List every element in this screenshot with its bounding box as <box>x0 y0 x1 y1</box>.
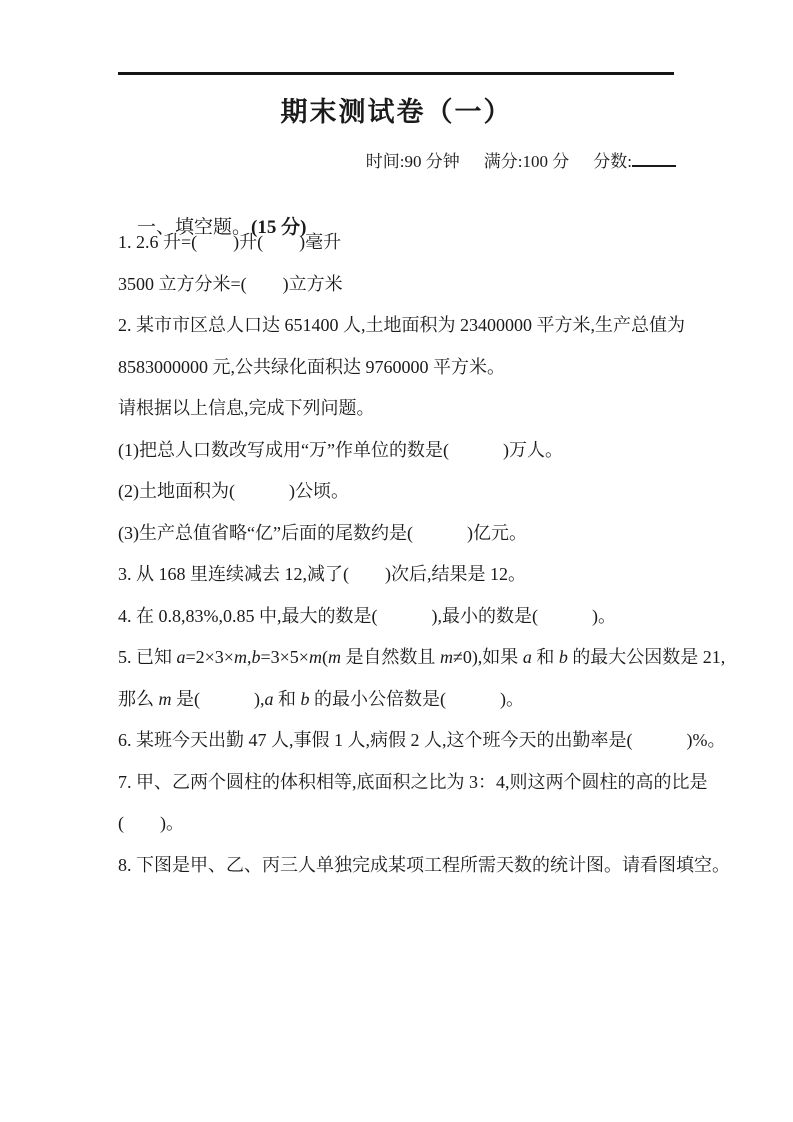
line-text: 和 <box>531 647 559 667</box>
math-variable: b <box>300 688 310 709</box>
line-text: 8583000000 元,公共绿化面积达 9760000 平方米。 <box>118 356 505 377</box>
question-line <box>118 762 708 804</box>
section-title: 一、填空题。 <box>137 217 252 238</box>
line-text: 3500 立方分米=( )立方米 <box>118 273 343 294</box>
line-text: (2)土地面积为( )公顷。 <box>118 481 349 501</box>
question-line <box>118 430 678 472</box>
line-text: =3×5× <box>260 647 309 667</box>
exam-time: 时间:90 分钟 <box>365 152 460 171</box>
line-text: 4. 在 0.8,83%,0.85 中,最大的数是( ),最小的数是( )。 <box>118 605 616 626</box>
math-variable: m <box>158 688 172 709</box>
question-line <box>118 222 678 264</box>
page-title: 期末测试卷（一） <box>280 97 513 127</box>
line-text: 6. 某班今天出勤 47 人,事假 1 人,病假 2 人,这个班今天的出勤率是( )%。 <box>118 730 726 750</box>
line-text: ( )。 <box>118 813 184 833</box>
line-text: ≠0),如果 <box>452 647 523 667</box>
exam-full-score: 满分:100 分 <box>483 152 570 171</box>
question-line <box>118 347 678 389</box>
line-text: ( <box>321 647 328 667</box>
math-variable: a <box>522 647 532 667</box>
math-variable: m <box>439 647 453 667</box>
math-variable: m <box>327 647 341 667</box>
line-text: 请根据以上信息,完成下列问题。 <box>118 398 375 418</box>
exam-info <box>366 147 676 172</box>
question-line <box>118 305 685 347</box>
math-variable: b <box>251 647 261 667</box>
line-text: (1)把总人口数改写成用“万”作单位的数是( )万人。 <box>118 439 563 460</box>
line-text: (3)生产总值省略“亿”后面的尾数约是( )亿元。 <box>118 522 527 543</box>
line-text: 2. 某市市区总人口达 651400 人,土地面积为 23400000 平方米,生产总值为 <box>118 315 685 335</box>
top-rule <box>118 72 674 75</box>
question-line <box>118 637 726 679</box>
math-variable: b <box>558 647 568 667</box>
question-line <box>118 471 678 513</box>
line-text: , <box>246 647 252 667</box>
line-text: 和 <box>273 688 301 709</box>
line-text: 那么 <box>118 688 159 709</box>
question-line <box>118 554 678 596</box>
score-blank-line <box>632 165 676 167</box>
line-text: =2×3× <box>185 647 234 667</box>
question-line <box>118 679 678 721</box>
line-text: 是( ), <box>171 688 265 709</box>
line-text: 的最大公因数是 21, <box>567 647 726 667</box>
line-text: 8. 下图是甲、乙、丙三人单独完成某项工程所需天数的统计图。请看图填空。 <box>118 854 730 875</box>
line-text: 7. 甲、乙两个圆柱的体积相等,底面积之比为 3：4,则这两个圆柱的高的比是 <box>118 771 708 792</box>
math-variable: a <box>176 647 186 667</box>
score-label: 分数: <box>593 152 632 171</box>
line-text: 5. 已知 <box>118 647 177 667</box>
question-line <box>118 803 678 845</box>
question-line <box>118 596 678 638</box>
math-variable: m <box>233 647 247 667</box>
line-text: 3. 从 168 里连续减去 12,减了( )次后,结果是 12。 <box>118 564 526 584</box>
line-text: 是自然数且 <box>340 647 440 667</box>
math-variable: a <box>264 688 274 709</box>
line-text: 的最小公倍数是( )。 <box>309 688 524 709</box>
line-text: 1. 2.6 升=( )升( )毫升 <box>118 232 342 252</box>
question-line <box>118 513 678 555</box>
question-line <box>118 720 726 762</box>
question-lines <box>118 222 730 886</box>
math-variable: m <box>308 647 322 667</box>
question-line <box>118 388 678 430</box>
question-line <box>118 264 678 306</box>
question-line <box>118 845 730 887</box>
section-score: (15 分) <box>251 217 307 238</box>
